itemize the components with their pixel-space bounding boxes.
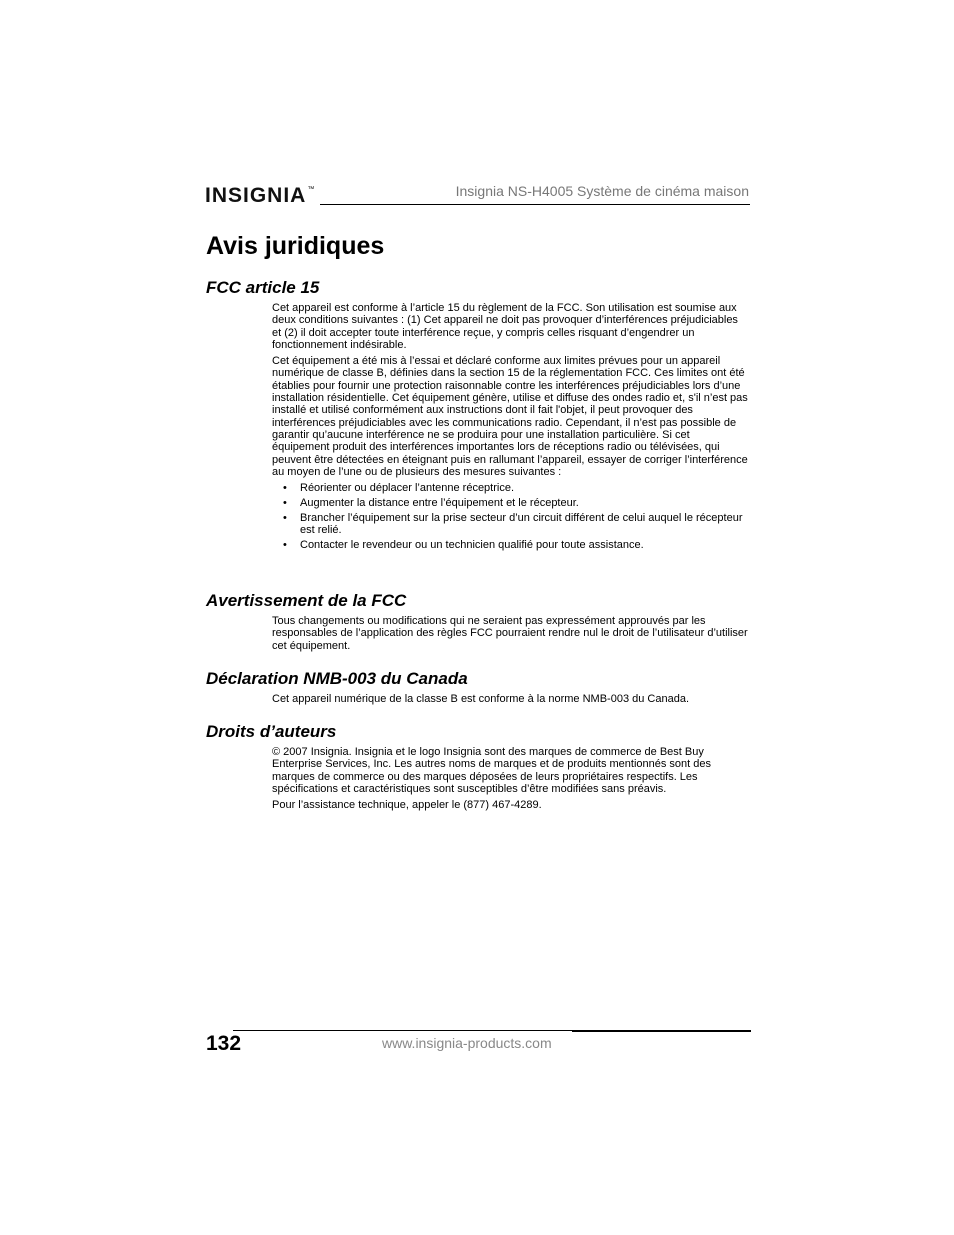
paragraph: Cet appareil est conforme à l’article 15 du règlement de la FCC. Son utilisation est soumise aux deux conditions suivantes : (1) Cet appareil ne doit pas provoquer d’interférences préjudiciables et (2) il doit accepter toute interférence reçue, y compris celles risquant d’engendrer un fonctionnement indésirable.: [272, 302, 738, 351]
logo-text: INSIGNIA: [205, 184, 307, 207]
trademark-mark: ™: [307, 186, 315, 193]
footer-url: www.insignia-products.com: [382, 1035, 552, 1051]
section-body-fcc-article-15: [272, 302, 748, 554]
list-item: • Brancher l’équipement sur la prise secteur d’un circuit différent de celui auquel le récepteur est relié.: [272, 512, 748, 537]
list-item: • Augmenter la distance entre l’équipement et le récepteur.: [272, 497, 748, 509]
paragraph: Tous changements ou modifications qui ne seraient pas expressément approuvés par les responsables de l’application des règles FCC pourraient rendre nul le droit de l’utilisateur d’utiliser cet équipement.: [272, 615, 748, 652]
footer-divider-accent: [572, 1030, 751, 1032]
list-item: • Réorienter ou déplacer l’antenne réceptrice.: [272, 482, 748, 494]
section-heading-fcc-article-15: FCC article 15: [206, 278, 320, 297]
page-title: Avis juridiques: [206, 232, 385, 260]
paragraph: © 2007 Insignia. Insignia et le logo Insignia sont des marques de commerce de Best Buy Enterprise Services, Inc. Les autres noms de marques et de produits mentionnés sont des marques de commerce ou des marques déposées de leurs propriétaires respectifs. Les spécifications et caractéristiques sont susceptibles d’être modifiées sans préavis.: [272, 746, 712, 795]
section-heading-fcc-warning: Avertissement de la FCC: [206, 591, 407, 610]
header-divider: [320, 204, 750, 205]
section-body-fcc-warning: [272, 615, 748, 656]
section-body-copyright: [272, 746, 748, 815]
section-heading-nmb-003: Déclaration NMB-003 du Canada: [206, 669, 468, 688]
section-body-nmb-003: [272, 693, 748, 709]
list-item: • Contacter le revendeur ou un technicien qualifié pour toute assistance.: [272, 539, 748, 551]
section-heading-copyright: Droits d’auteurs: [206, 722, 337, 741]
paragraph: Cet équipement a été mis à l’essai et déclaré conforme aux limites prévues pour un appareil numérique de classe B, définies dans la section 15 de la réglementation FCC. Ces limites ont été établies pour fournir une protection raisonnable contre les interférences préjudiciables lors d’une installation résidentielle. Cet équipement génère, utilise et diffuse des ondes radio et, s'il n’est pas installé et utilisé conformément aux instructions dont il fait l'objet, il peut provoquer des interférences préjudiciables avec les communications radio. Cependant, il n’est pas possible de garantir qu’aucune interférence ne se produira pour une installation particulière. Si cet équipement produit des interférences importantes lors de réceptions radio ou télévisées, qui peuvent être détectées en éteignant puis en rallumant l’appareil, essayer de corriger l’interférence au moyen de l’une ou de plusieurs des mesures suivantes :: [272, 355, 748, 478]
bullet-list: [272, 482, 748, 551]
page-number: 132: [206, 1032, 242, 1055]
paragraph: Pour l’assistance technique, appeler le (877) 467-4289.: [272, 799, 542, 812]
paragraph: Cet appareil numérique de la classe B est conforme à la norme NMB-003 du Canada.: [272, 693, 690, 705]
insignia-logo: [205, 184, 314, 208]
header-title: Insignia NS-H4005 Système de cinéma maison: [455, 183, 749, 199]
